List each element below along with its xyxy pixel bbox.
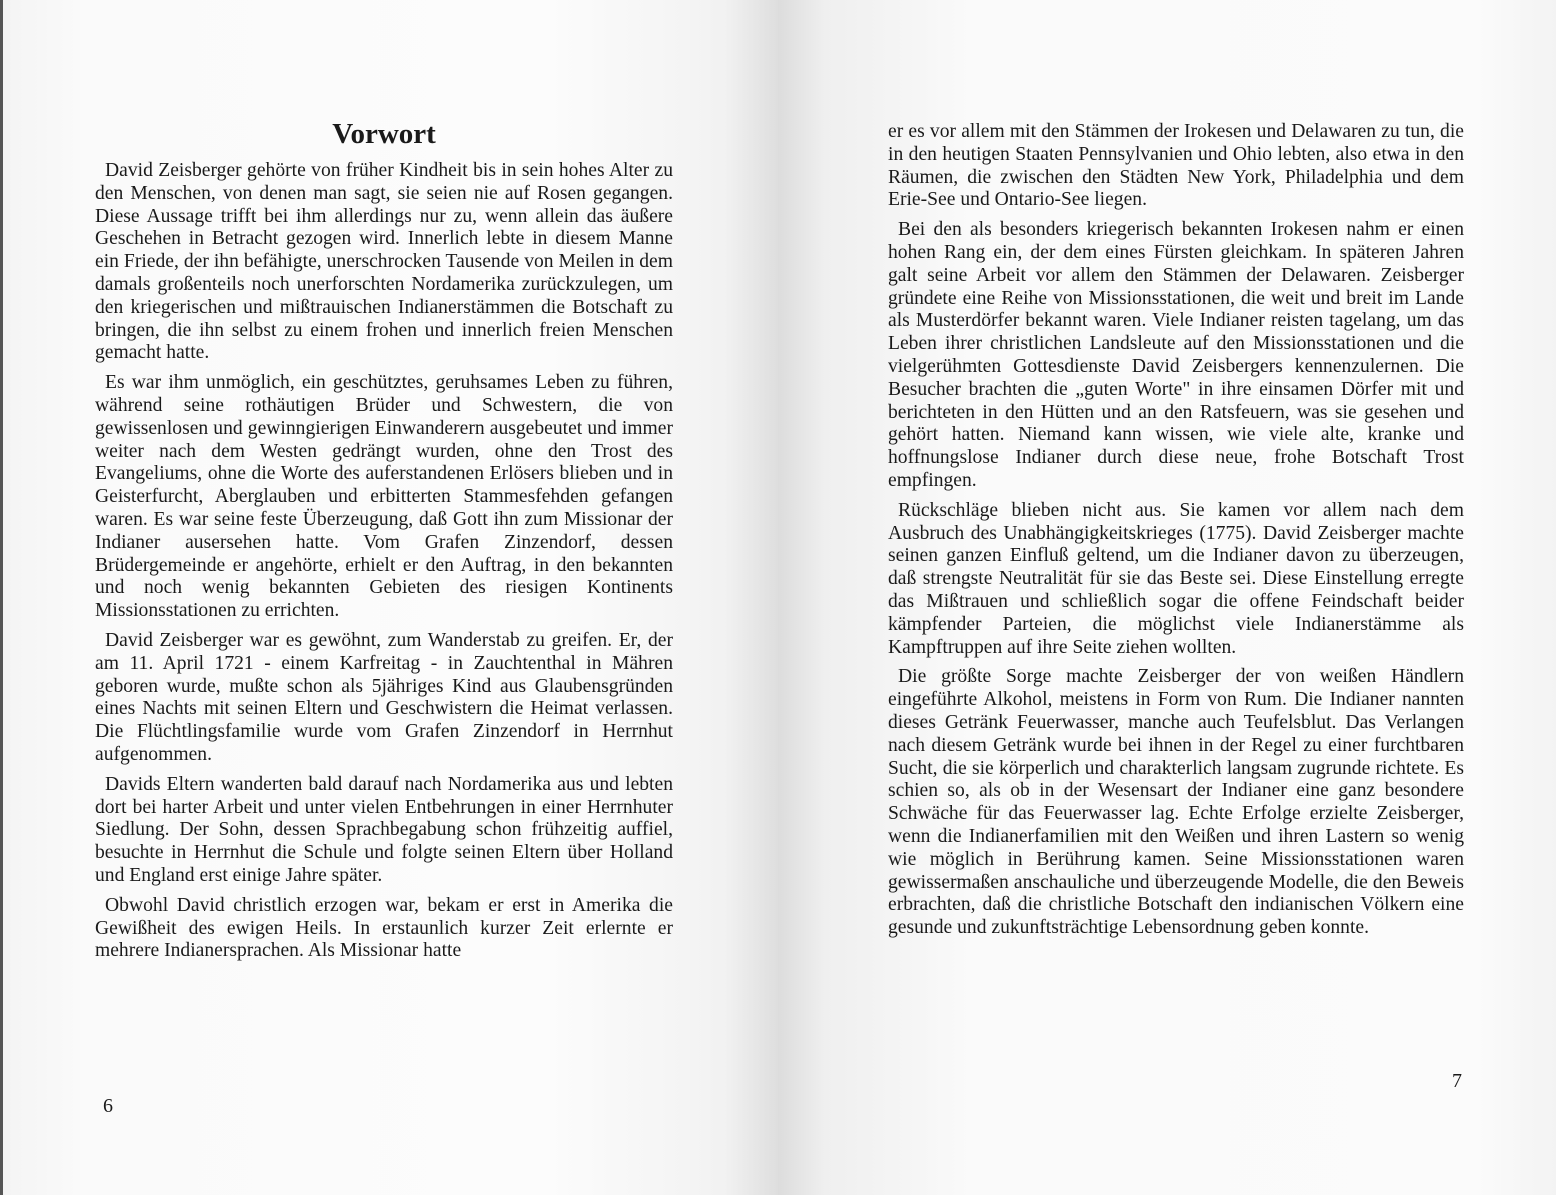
paragraph: Obwohl David christlich erzogen war, bekam er erst in Amerika die Gewißheit des ewigen Heils. In erstaunlich kurzer Zeit erlernte er mehrere Indianersprachen. Als Missionar hatte (95, 894, 673, 962)
left-text-column (95, 116, 673, 970)
paragraph: Bei den als besonders kriegerisch bekannten Irokesen nahm er einen hohen Rang ein, der dem eines Fürsten gleichkam. In späteren Jahren galt seine Arbeit vor allem den Stämmen der Delawaren. Zeisberger gründete eine Reihe von Missionsstationen, die weit und breit im Lande als Musterdörfer bekannt waren. Viele Indianer reisten tagelang, um das Leben ihrer christlichen Landsleute auf den Missionsstationen und die vielgerühmten Gottesdienste David Zeisbergers kennenzulernen. Die Besucher brachten die „guten Worte" in ihre einsamen Dörfer mit und berichteten in den Hütten und an den Ratsfeuern, was sie gesehen und gehört hatten. Niemand kann wissen, wie viele alte, kranke und hoffnungslose Indianer durch diese neue, frohe Botschaft Trost empfingen. (888, 219, 1464, 491)
right-page (778, 0, 1556, 1195)
page-title: Vorwort (332, 118, 436, 150)
paragraph: Davids Eltern wanderten bald darauf nach Nordamerika aus und lebten dort bei harter Arbeit und unter vielen Entbehrungen in einer Herrnhuter Siedlung. Der Sohn, dessen Sprachbegabung schon frühzeitig auffiel, besuchte in Herrnhut die Schule und folgte seinen Eltern über Holland und England erst einige Jahre später. (95, 773, 673, 886)
paragraph: Es war ihm unmöglich, ein geschütztes, geruhsames Leben zu führen, während seine rothäutigen Brüder und Schwestern, die von gewissenlosen und gewinngierigen Einwanderern ausgebeutet und immer weiter nach dem Westen gedrängt wurden, ohne den Trost des Evangeliums, ohne die Worte des auferstandenen Erlösers blieben und in Geisterfurcht, Aberglauben und erbitterten Stammesfehden gefangen waren. Es war seine feste Überzeugung, daß Gott ihn zum Missionar der Indianer ausersehen hatte. Vom Grafen Zinzendorf, dessen Brüdergemeinde er angehörte, erhielt er den Auftrag, in den bekannten und noch wenig bekannten Gebieten des riesigen Kontinents Missionsstationen zu errichten. (95, 372, 673, 622)
right-text-column (888, 121, 1464, 947)
paragraph: er es vor allem mit den Stämmen der Irokesen und Delawaren zu tun, die in den heutigen Staaten Pennsylvanien und Ohio lebten, also etwa in den Räumen, die zwischen den Städten New York, Philadelphia und dem Erie-See und Ontario-See liegen. (888, 121, 1464, 211)
paragraph: David Zeisberger gehörte von früher Kindheit bis in sein hohes Alter zu den Menschen, von denen man sagt, sie seien nie auf Rosen gegangen. Diese Aussage trifft bei ihm allerdings nur zu, wenn allein das äußere Geschehen in Betracht gezogen wird. Innerlich lebte in diesem Manne ein Friede, der ihn befähigte, unerschrocken Tausende von Meilen in dem damals großenteils noch unerforschten Nordamerika zurückzulegen, um den kriegerischen und mißtrauischen Indianerstämmen die Botschaft zu bringen, die ihn selbst zu einem frohen und innerlich freien Menschen gemacht hatte. (95, 160, 673, 364)
page-number: 6 (103, 1095, 113, 1117)
page-number: 7 (1452, 1070, 1462, 1092)
paragraph: David Zeisberger war es gewöhnt, zum Wanderstab zu greifen. Er, der am 11. April 1721 - einem Karfreitag - in Zauchtenthal in Mähren geboren wurde, mußte schon als 5jähriges Kind aus Glaubensgründen eines Nachts mit seinen Eltern und Geschwistern die Heimat verlassen. Die Flüchtlingsfamilie wurde vom Grafen Zinzendorf in Herrnhut aufgenommen. (95, 629, 673, 765)
paragraph: Rückschläge blieben nicht aus. Sie kamen vor allem nach dem Ausbruch des Unabhängigkeitskrieges (1775). David Zeisberger machte seinen ganzen Einfluß geltend, um die Indianer davon zu überzeugen, daß strengste Neutralität für sie das Beste sei. Diese Einstellung erregte das Mißtrauen und schließlich sogar die offene Feindschaft beider kämpfender Parteien, die möglichst viele Indianerstämme als Kampftruppen auf ihre Seite ziehen wollten. (888, 499, 1464, 658)
paragraph: Die größte Sorge machte Zeisberger der von weißen Händlern eingeführte Alkohol, meistens in Form von Rum. Die Indianer nannten dieses Getränk Feuerwasser, manche auch Teufelsblut. Das Verlangen nach diesem Getränk wurde bei ihnen in der Regel zu einer furchtbaren Sucht, die sie körperlich und charakterlich langsam zugrunde richtete. Es schien so, als ob in der Wesensart der Indianer eine ganz besondere Schwäche für das Feuerwasser lag. Echte Erfolge erzielte Zeisberger, wenn die Indianerfamilien mit den Weißen und ihren Lastern so wenig wie möglich in Berührung kamen. Seine Missionsstationen waren gewissermaßen anschauliche und überzeugende Modelle, die den Beweis erbrachten, daß die christliche Botschaft den indianischen Völkern eine gesunde und zukunftsträchtige Lebensordnung geben konnte. (888, 666, 1464, 939)
